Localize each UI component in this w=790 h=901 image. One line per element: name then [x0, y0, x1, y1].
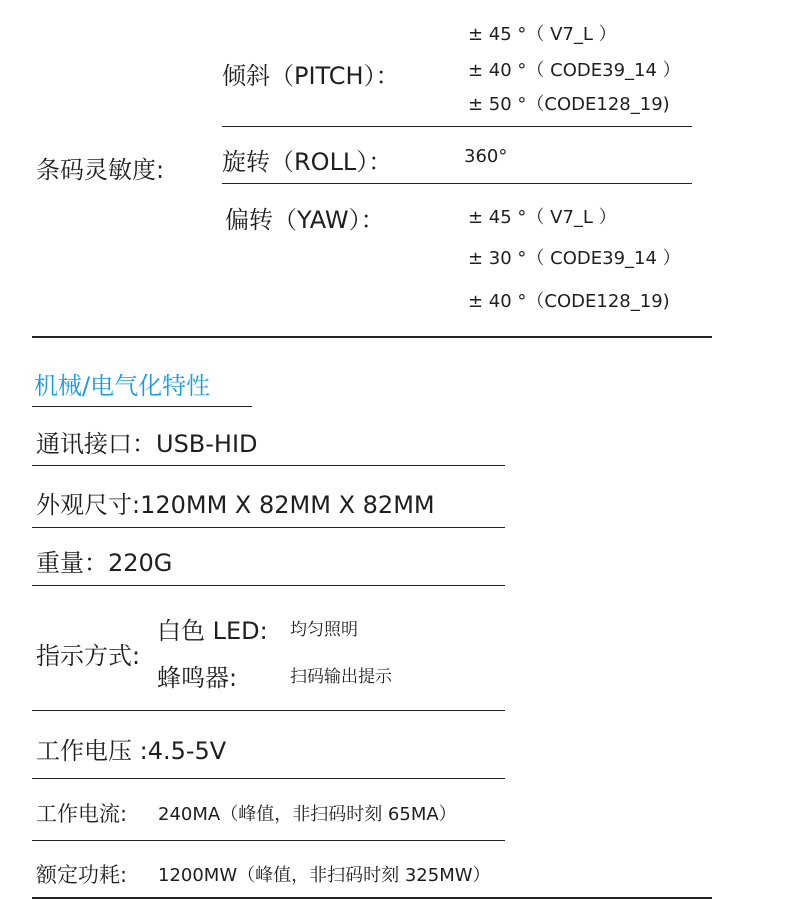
roll-label: 旋转（ROLL）：: [222, 148, 393, 176]
divider-bottom: [32, 897, 712, 899]
divider-interface: [32, 465, 505, 466]
yaw-value-3: ± 40 °（CODE128_19): [468, 291, 670, 312]
power-value: 1200MW（峰值，非扫码时刻 325MW）: [158, 865, 491, 886]
current-label: 工作电流:: [36, 802, 128, 826]
yaw-value-2: ± 30 °（ CODE39_14 ）: [468, 248, 681, 269]
buzzer-value: 扫码输出提示: [290, 667, 392, 687]
yaw-label: 偏转（YAW）：: [225, 206, 385, 234]
spec-weight: 重量：220G: [36, 549, 173, 577]
pitch-value-2: ± 40 °（ CODE39_14 ）: [468, 60, 681, 81]
divider-weight: [32, 585, 505, 586]
roll-value: 360°: [464, 146, 508, 167]
divider-indicator: [32, 710, 505, 711]
spec-voltage: 工作电压 :4.5-5V: [36, 737, 227, 765]
spec-interface: 通讯接口：USB-HID: [36, 430, 258, 458]
pitch-value-3: ± 50 °（CODE128_19): [468, 94, 670, 115]
power-label: 额定功耗:: [36, 863, 128, 887]
divider-pitch: [222, 126, 692, 127]
section-title-underline: [32, 406, 252, 407]
divider-dimensions: [32, 527, 505, 528]
divider-roll: [222, 183, 692, 184]
pitch-label: 倾斜（PITCH）：: [222, 62, 400, 90]
pitch-value-1: ± 45 °（ V7_L ）: [468, 24, 617, 45]
led-label: 白色 LED:: [157, 617, 268, 645]
section-title: 机械/电气化特性: [34, 372, 211, 400]
divider-section: [32, 336, 712, 338]
current-value: 240MA（峰值，非扫码时刻 65MA）: [158, 804, 457, 825]
divider-voltage: [32, 778, 505, 779]
divider-current: [32, 840, 505, 841]
sensitivity-label: 条码灵敏度:: [36, 156, 165, 184]
spec-dimensions: 外观尺寸:120MM X 82MM X 82MM: [36, 491, 435, 519]
buzzer-label: 蜂鸣器:: [157, 664, 238, 692]
indicator-label: 指示方式:: [36, 642, 141, 670]
yaw-value-1: ± 45 °（ V7_L ）: [468, 207, 617, 228]
led-value: 均匀照明: [290, 620, 358, 640]
